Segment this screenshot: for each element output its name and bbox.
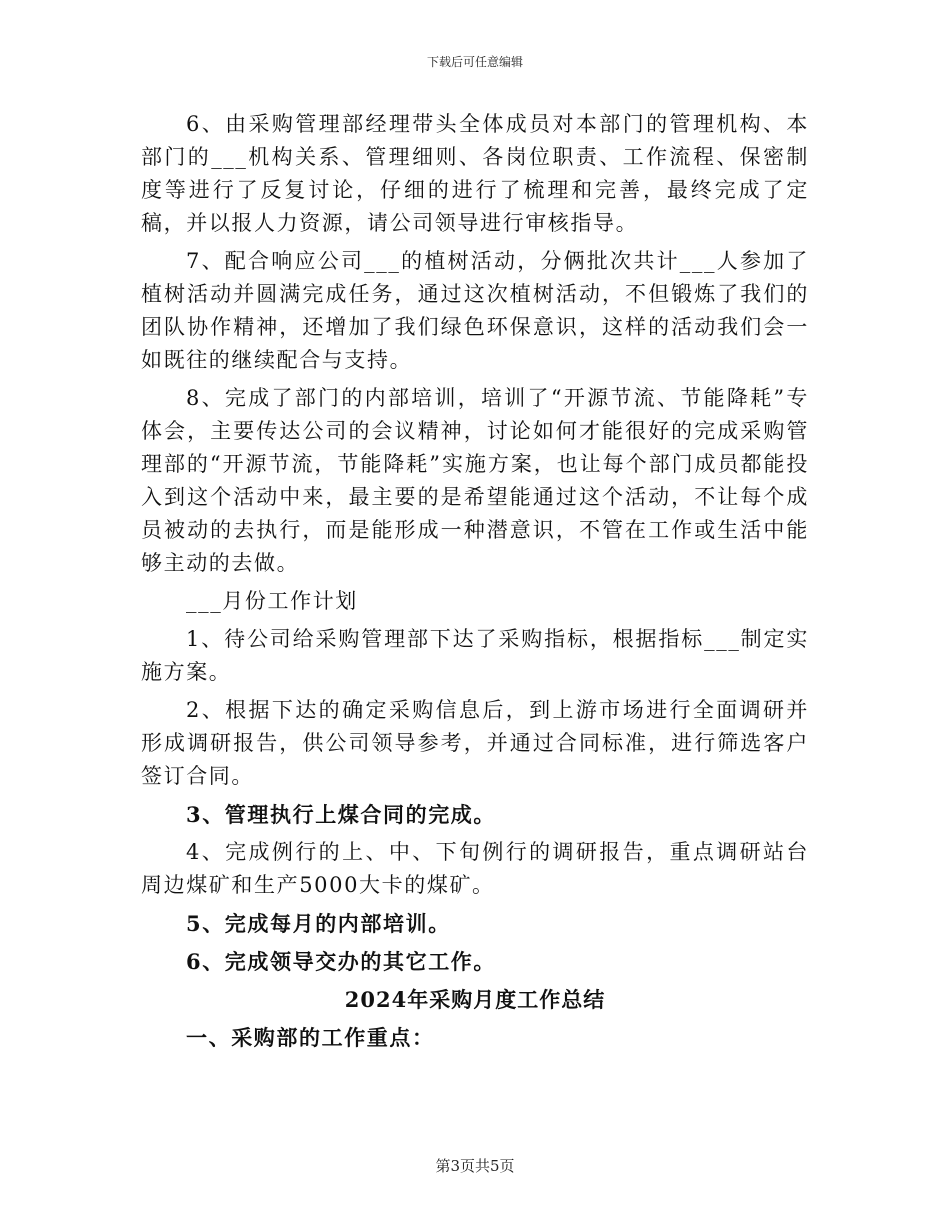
document-body xyxy=(141,108,809,1054)
plan-item-4: 4、完成例行的上、中、下旬例行的调研报告，重点调研站台周边煤矿和生产5000大卡的煤矿。 xyxy=(141,840,809,897)
section-heading: 一、采购部的工作重点： xyxy=(186,1025,435,1050)
paragraph-item-8: 8、完成了部门的内部培训，培训了“开源节流、节能降耗”专体会，主要传达公司的会议精神，讨论如何才能很好的完成采购管理部的“开源节流，节能降耗”实施方案，也让每个部门成员都能投入到这个活动中来，最主要的是希望能通过这个活动，不让每个成员被动的去执行，而是能形成一种潜意识，不管在工作或生活中能够主动的去做。 xyxy=(141,386,809,575)
plan-heading: ___月份工作计划 xyxy=(186,589,358,613)
paragraph-item-6: 6、由采购管理部经理带头全体成员对本部门的管理机构、本部门的___机构关系、管理细则、各岗位职责、工作流程、保密制度等进行了反复讨论，仔细的进行了梳理和完善，最终完成了定稿，并以报人力资源，请公司领导进行审核指导。 xyxy=(141,112,809,235)
page-footer: 第3页共5页 xyxy=(435,1157,515,1175)
plan-item-5: 5、完成每月的内部培训。 xyxy=(186,911,451,936)
page-header: 下载后可任意编辑 xyxy=(426,55,523,69)
plan-item-2: 2、根据下达的确定采购信息后，到上游市场进行全面调研并形成调研报告，供公司领导参考，并通过合同标准，进行筛选客户签订合同。 xyxy=(141,698,809,788)
plan-item-6: 6、完成领导交办的其它工作。 xyxy=(186,949,497,974)
plan-item-1: 1、待公司给采购管理部下达了采购指标，根据指标___制定实施方案。 xyxy=(141,627,809,684)
paragraph-item-7: 7、配合响应公司___的植树活动，分俩批次共计___人参加了植树活动并圆满完成任务，通过这次植树活动，不但锻炼了我们的团队协作精神，还增加了我们绿色环保意识，这样的活动我们会一如既往的继续配合与支持。 xyxy=(141,249,809,372)
plan-item-3: 3、管理执行上煤合同的完成。 xyxy=(186,802,497,827)
document-title: 2024年采购月度工作总结 xyxy=(344,987,606,1012)
